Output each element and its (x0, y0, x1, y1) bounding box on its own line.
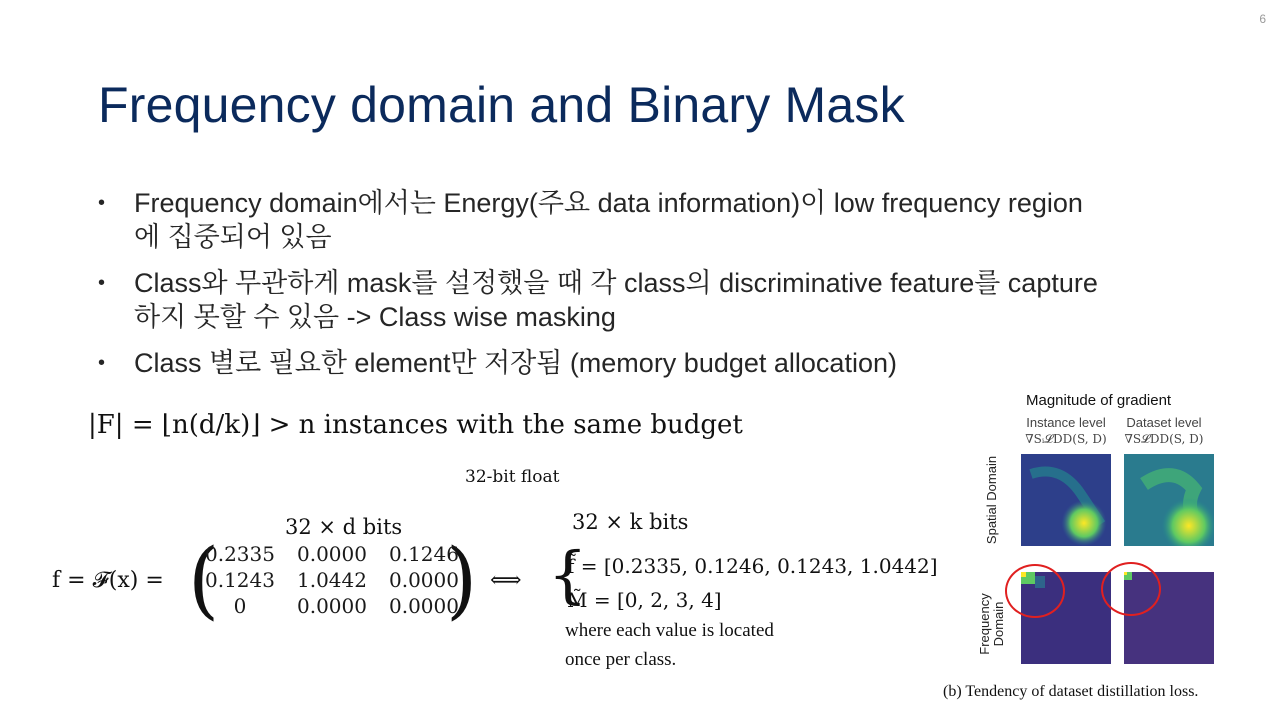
matrix-cell: 1.0442 (297, 568, 367, 592)
matrix-cell: 0 (233, 594, 247, 618)
spatial-dataset-heatmap (1124, 454, 1214, 546)
bullet-item: • Frequency domain에서는 Energy(주요 data information)이 low frequency region에 집중되어 있음 (98, 186, 1098, 254)
matrix-right-paren: ) (446, 530, 478, 629)
bullet-item: • Class와 무관하게 mask를 설정했을 때 각 class의 discriminative feature를 capture하지 못할 수 있음 -> Class wise masking (98, 266, 1098, 334)
matrix-left-paren: ( (188, 530, 220, 629)
f-tilde-vector: f̃ = [0.2335, 0.1246, 0.1243, 1.0442] (567, 554, 938, 578)
matrix-cell: 0.0000 (389, 568, 459, 592)
dataset-level-header: Dataset level (1126, 415, 1202, 430)
instance-gradient-formula: ∇Sᵢ𝓛DD(S, D) (1025, 432, 1107, 446)
vector-bits-label: 32 × k bits (572, 510, 689, 534)
frequency-matrix (196, 538, 472, 626)
budget-equation: |F| = ⌊n(d/k)⌋ > n instances with the same budget (88, 410, 743, 440)
matrix-cell: 0.1243 (205, 568, 275, 592)
frequency-domain-label: Frequency Domain (977, 593, 1006, 655)
bits-label: 32-bit float (465, 467, 560, 487)
bullet-item: • Class 별로 필요한 element만 저장됨 (memory budget allocation) (98, 346, 1098, 380)
f-equation-lhs: f = 𝓕(x) = (52, 568, 164, 593)
left-brace: { (548, 538, 588, 611)
matrix-cell: 0.0000 (389, 594, 459, 618)
slide-number: 6 (1259, 12, 1266, 26)
iff-symbol: ⟺ (490, 568, 522, 593)
slide-title: Frequency domain and Binary Mask (98, 77, 905, 133)
note-line-1: where each value is located (565, 620, 774, 641)
bullet-list (98, 186, 1098, 392)
highlight-circle (1101, 562, 1161, 616)
matrix-cell: 0.0000 (297, 542, 367, 566)
figure-caption: (b) Tendency of dataset distillation loss. (943, 683, 1199, 700)
matrix-bits-label: 32 × d bits (285, 515, 403, 539)
matrix-cell: 0.2335 (205, 542, 275, 566)
spatial-instance-heatmap (1021, 454, 1111, 546)
matrix-cell: 0.1246 (389, 542, 459, 566)
instance-level-header: Instance level (1026, 415, 1106, 430)
highlight-circle (1005, 564, 1065, 618)
note-line-2: once per class. (565, 649, 677, 670)
figure-title: Magnitude of gradient (1026, 392, 1172, 409)
matrix-cell: 0.0000 (297, 594, 367, 618)
spatial-domain-label: Spatial Domain (984, 455, 999, 545)
m-tilde-vector: M̃ = [0, 2, 3, 4] (567, 588, 722, 612)
dataset-gradient-formula: ∇S𝓛DD(S, D) (1124, 432, 1204, 446)
